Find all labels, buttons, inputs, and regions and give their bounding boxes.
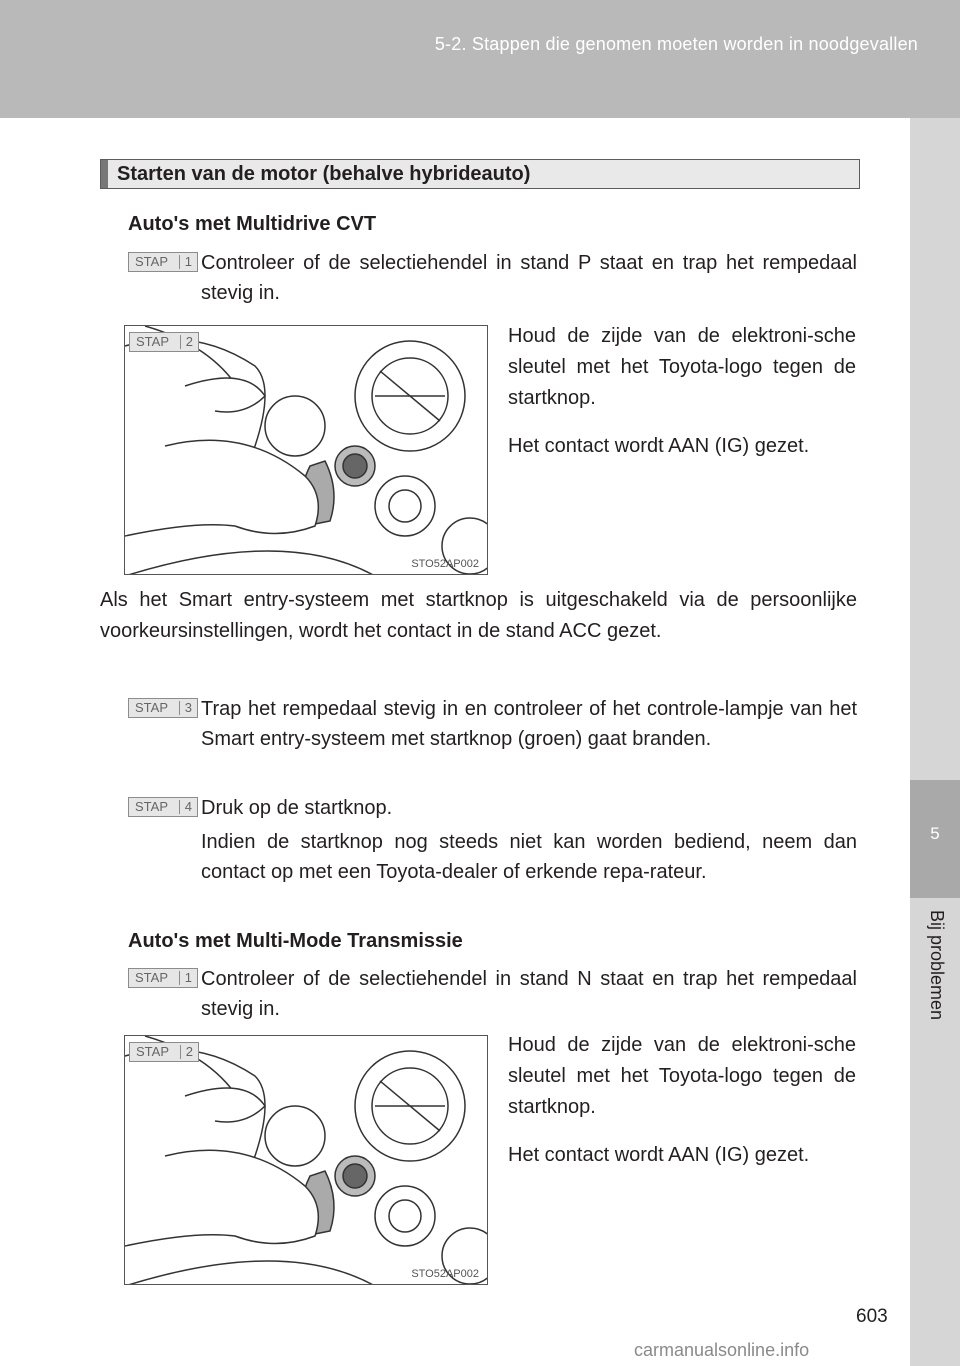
step-text: Houd de zijde van de elektroni-sche sleutel met het Toyota-logo tegen de startknop. [508,325,856,409]
section-heading [100,159,860,189]
illustration-key-startbutton [124,325,488,575]
step-text: Het contact wordt AAN (IG) gezet. [508,1144,810,1166]
step-badge-word: STAP [135,970,168,985]
step-badge-word: STAP [136,334,169,349]
subheading-cvt: Auto's met Multidrive CVT [128,213,377,235]
step-badge [129,332,199,352]
illustration-key-startbutton [124,1035,488,1285]
section-title: Starten van de motor (behalve hybrideauto) [117,163,531,185]
page-header-bar [0,0,960,118]
step-badge-divider [179,800,180,814]
step-badge-number: 2 [185,334,193,349]
step-badge-number: 4 [184,799,192,814]
step-badge [128,797,198,817]
step-text: Controleer of de selectiehendel in stand P staat en trap het rempedaal stevig in. [201,252,857,304]
watermark: carmanualsonline.info [634,1340,810,1360]
step-badge-number: 1 [184,970,192,985]
illustration-drawing [125,1036,488,1285]
step-badge-divider [179,701,180,715]
step-text: Trap het rempedaal stevig in en controleer of het controle-lampje van het Smart entry-systeem met startknop (groen) gaat branden. [201,698,857,750]
chapter-tab[interactable] [910,780,960,898]
chapter-title: 5-2. Stappen die genomen moeten worden in noodgevallen [434,34,918,54]
illustration-drawing [125,326,488,575]
step-badge [128,698,198,718]
figure-code: STO52AP002 [411,1268,479,1280]
note-paragraph: Als het Smart entry-systeem met startknop is uitgeschakeld via de persoonlijke voorkeursinstellingen, wordt het contact in de stand ACC gezet. [100,589,857,642]
section-heading-marker [101,160,108,188]
chapter-tab-number: 5 [930,824,940,843]
step-badge-divider [180,1045,181,1059]
step-text: Houd de zijde van de elektroni-sche sleutel met het Toyota-logo tegen de startknop. [508,1034,856,1118]
step-text: Het contact wordt AAN (IG) gezet. [508,435,810,457]
chapter-tab-label-box [918,910,952,1070]
step-badge-divider [179,971,180,985]
step-badge-number: 1 [184,254,192,269]
step-badge-divider [180,335,181,349]
page-number: 603 [856,1306,888,1327]
side-tab-column [910,118,960,1366]
step-badge-word: STAP [135,700,168,715]
step-badge-word: STAP [136,1044,169,1059]
step-badge-number: 2 [185,1044,193,1059]
step-badge-word: STAP [135,799,168,814]
step-badge [129,1042,199,1062]
chapter-tab-label: Bij problemen [927,910,947,1021]
subheading-mmt: Auto's met Multi-Mode Transmissie [128,930,463,952]
figure-code: STO52AP002 [411,558,479,570]
step-text: Druk op de startknop. [201,797,393,819]
step-text: Indien de startknop nog steeds niet kan worden bediend, neem dan contact op met een Toyota-dealer of erkende repa-rateur. [201,831,857,883]
step-badge-divider [179,255,180,269]
step-text: Controleer of de selectiehendel in stand N staat en trap het rempedaal stevig in. [201,968,857,1020]
step-badge [128,252,198,272]
step-badge [128,968,198,988]
step-badge-word: STAP [135,254,168,269]
step-badge-number: 3 [184,700,192,715]
